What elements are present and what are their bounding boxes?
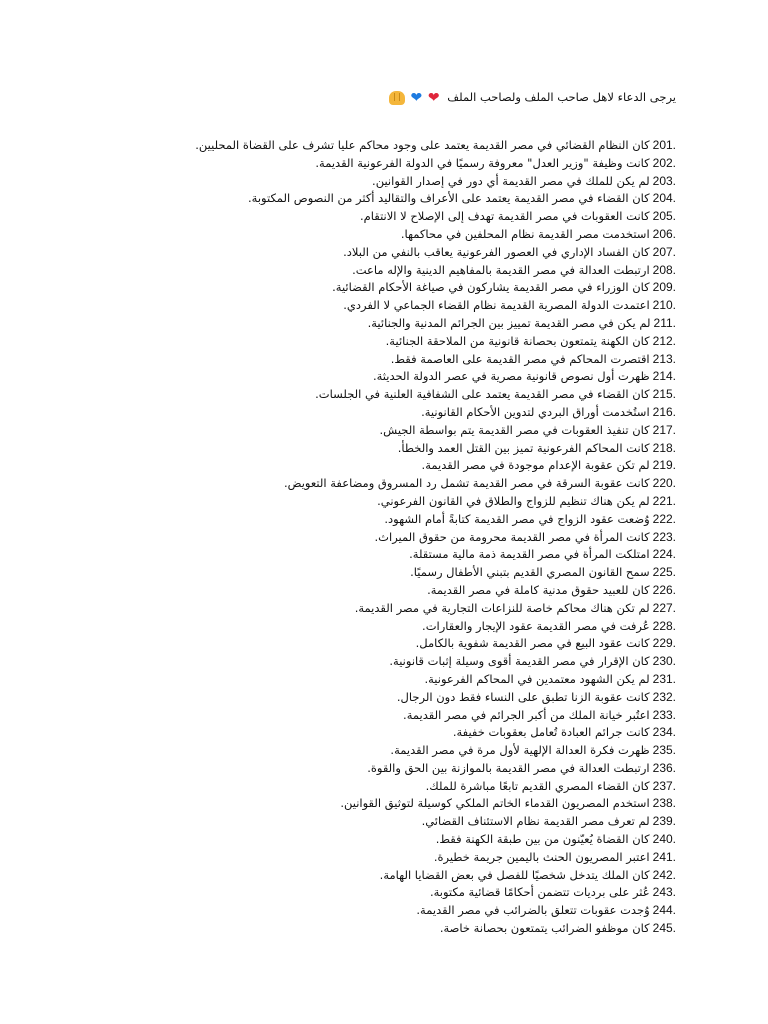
statement-item	[36, 297, 676, 315]
statement-text: كان النظام القضائي في مصر القديمة يعتمد على وجود محاكم عليا تشرف على القضاة المحليين.	[195, 138, 650, 152]
statement-number: 216.	[652, 404, 676, 419]
statement-number: 227.	[652, 600, 676, 615]
statement-text: استخدم المصريون القدماء الخاتم الملكي كوسيلة لتوثيق القوانين.	[340, 796, 650, 811]
statement-text: لم يكن هناك تنظيم للزواج والطلاق في القانون الفرعوني.	[377, 493, 650, 508]
statement-text: وُجدت عقوبات تتعلق بالضرائب في مصر القديمة.	[416, 903, 650, 918]
statement-number: 205.	[652, 209, 676, 224]
statement-number: 230.	[652, 654, 676, 669]
statement-text: كان موظفو الضرائب يتمتعون بحصانة خاصة.	[439, 921, 650, 936]
statement-number: 215.	[652, 387, 676, 402]
emoji-group	[389, 88, 440, 108]
statement-text: استخدمت مصر القديمة نظام المحلفين في محاكمها.	[400, 226, 650, 241]
statement-text: كان الكهنة يتمتعون بحصانة قانونية من الملاحقة الجنائية.	[385, 333, 650, 348]
statement-item	[36, 155, 676, 173]
statement-item	[36, 849, 676, 867]
statement-text: عُثر على برديات تتضمن أحكامًا قضائية مكتوبة.	[429, 885, 650, 900]
statement-item	[36, 351, 676, 369]
statement-text: وُضعت عقود الزواج في مصر القديمة كتابةً أمام الشهود.	[384, 511, 650, 526]
statement-number: 243.	[652, 885, 676, 900]
statement-text: كانت العقوبات في مصر القديمة تهدف إلى الإصلاح لا الانتقام.	[359, 209, 650, 224]
statement-number: 244.	[652, 903, 676, 918]
statement-item	[36, 315, 676, 333]
statement-item	[36, 635, 676, 653]
statement-number: 229.	[652, 636, 676, 651]
statement-number: 241.	[652, 849, 676, 864]
statement-item	[36, 778, 676, 796]
blue-heart-icon: ❤	[410, 90, 423, 106]
statement-list	[36, 137, 676, 938]
statement-item	[36, 137, 676, 155]
hands-icon	[389, 91, 405, 105]
statement-text: لم تكن هناك محاكم خاصة للنزاعات التجارية في مصر القديمة.	[354, 600, 650, 615]
statement-item	[36, 244, 676, 262]
statement-number: 226.	[652, 582, 676, 597]
statement-text: كانت المحاكم الفرعونية تميز بين القتل العمد والخطأ.	[397, 440, 650, 455]
statement-item	[36, 226, 676, 244]
statement-text: كان الفساد الإداري في العصور الفرعونية يعاقب بالنفي من البلاد.	[343, 244, 650, 259]
statement-number: 209.	[652, 280, 676, 295]
statement-number: 221.	[652, 493, 676, 508]
statement-item	[36, 546, 676, 564]
statement-text: سمح القانون المصري القديم بتبني الأطفال رسميًا.	[410, 565, 650, 580]
statement-item	[36, 742, 676, 760]
statement-text: كانت المرأة في مصر القديمة محرومة من حقوق الميراث.	[374, 529, 650, 544]
statement-text: اعتبر المصريون الحنث باليمين جريمة خطيرة.	[433, 849, 650, 864]
statement-number: 210.	[652, 298, 676, 313]
statement-number: 240.	[652, 832, 676, 847]
statement-item	[36, 173, 676, 191]
statement-item	[36, 867, 676, 885]
statement-number: 206.	[652, 226, 676, 241]
statement-item	[36, 457, 676, 475]
statement-item	[36, 386, 676, 404]
statement-text: لم يكن الشهود معتمدين في المحاكم الفرعونية.	[424, 671, 650, 686]
dedication-text: يرجى الدعاء لاهل صاحب الملف ولصاحب الملف	[447, 90, 676, 104]
statement-item	[36, 653, 676, 671]
statement-item	[36, 724, 676, 742]
statement-text: اعتمدت الدولة المصرية القديمة نظام القضاء الجماعي لا الفردي.	[343, 298, 650, 313]
statement-number: 237.	[652, 778, 676, 793]
statement-number: 242.	[652, 867, 676, 882]
statement-number: 222.	[652, 511, 676, 526]
statement-item	[36, 813, 676, 831]
statement-number: 239.	[652, 814, 676, 829]
statement-text: كان الإقرار في مصر القديمة أقوى وسيلة إثبات قانونية.	[389, 654, 650, 669]
statement-item	[36, 707, 676, 725]
statement-item	[36, 831, 676, 849]
statement-item	[36, 440, 676, 458]
statement-item	[36, 884, 676, 902]
statement-text: كان القضاة يُعيّنون من بين طبقة الكهنة فقط.	[435, 832, 650, 847]
statement-text: ظهرت أول نصوص قانونية مصرية في عصر الدولة الحديثة.	[372, 369, 650, 384]
statement-item	[36, 582, 676, 600]
statement-item	[36, 920, 676, 938]
statement-item	[36, 529, 676, 547]
statement-text: كان الوزراء في مصر القديمة يشاركون في صياغة الأحكام القضائية.	[332, 280, 650, 295]
statement-text: اعتُبر خيانة الملك من أكبر الجرائم في مصر القديمة.	[403, 707, 650, 722]
statement-text: كان القضاء في مصر القديمة يعتمد على الأعراف والتقاليد أكثر من النصوص المكتوبة.	[248, 191, 650, 206]
statement-item	[36, 404, 676, 422]
statement-text: كانت عقود البيع في مصر القديمة شفوية بالكامل.	[415, 636, 650, 651]
statement-item	[36, 511, 676, 529]
statement-number: 219.	[652, 458, 676, 473]
statement-number: 232.	[652, 689, 676, 704]
statement-text: ارتبطت العدالة في مصر القديمة بالمفاهيم الدينية والإله ماعت.	[352, 262, 650, 277]
statement-number: 234.	[652, 725, 676, 740]
statement-item	[36, 190, 676, 208]
statement-number: 245.	[652, 921, 676, 936]
statement-number: 217.	[652, 422, 676, 437]
statement-text: كان للعبيد حقوق مدنية كاملة في مصر القديمة.	[427, 582, 650, 597]
statement-number: 211.	[653, 315, 676, 330]
statement-text: ارتبطت العدالة في مصر القديمة بالموازنة بين الحق والقوة.	[367, 760, 650, 775]
statement-item	[36, 760, 676, 778]
statement-item	[36, 368, 676, 386]
statement-item	[36, 262, 676, 280]
statement-number: 202.	[652, 155, 676, 170]
statement-text: لم يكن في مصر القديمة تمييز بين الجرائم المدنية والجنائية.	[367, 315, 651, 330]
statement-text: كانت عقوبة الزنا تطبق على النساء فقط دون الرجال.	[396, 689, 650, 704]
statement-item	[36, 475, 676, 493]
statement-text: استُخدمت أوراق البردي لتدوين الأحكام القانونية.	[421, 404, 650, 419]
statement-text: لم تعرف مصر القديمة نظام الاستئناف القضائي.	[421, 814, 650, 829]
statement-number: 223.	[652, 529, 676, 544]
statement-number: 203.	[652, 173, 676, 188]
statement-item	[36, 671, 676, 689]
statement-text: لم تكن عقوبة الإعدام موجودة في مصر القديمة.	[421, 458, 650, 473]
statement-item	[36, 689, 676, 707]
statement-item	[36, 795, 676, 813]
statement-number: 218.	[652, 440, 676, 455]
statement-number: 228.	[652, 618, 676, 633]
statement-text: كانت وظيفة "وزير العدل" معروفة رسميًا في الدولة الفرعونية القديمة.	[315, 155, 650, 170]
statement-text: كانت عقوبة السرقة في مصر القديمة تشمل رد المسروق ومضاعفة التعويض.	[283, 476, 650, 491]
statement-text: كان القضاء المصري القديم تابعًا مباشرة للملك.	[425, 778, 650, 793]
statement-number: 236.	[652, 760, 676, 775]
statement-item	[36, 333, 676, 351]
statement-text: لم يكن للملك في مصر القديمة أي دور في إصدار القوانين.	[372, 173, 650, 188]
statement-text: ظهرت فكرة العدالة الإلهية لأول مرة في مصر القديمة.	[390, 743, 650, 758]
statement-text: كان القضاء في مصر القديمة يعتمد على الشفافية العلنية في الجلسات.	[315, 387, 650, 402]
dedication-line	[76, 87, 676, 108]
statement-number: 201.	[652, 138, 676, 152]
statement-number: 207.	[652, 244, 676, 259]
statement-text: عُرفت في مصر القديمة عقود الإيجار والعقارات.	[422, 618, 650, 633]
statement-number: 224.	[652, 547, 676, 562]
statement-item	[36, 422, 676, 440]
statement-item	[36, 279, 676, 297]
statement-number: 213.	[652, 351, 676, 366]
statement-number: 214.	[652, 369, 676, 384]
statement-item	[36, 618, 676, 636]
statement-text: كان تنفيذ العقوبات في مصر القديمة يتم بواسطة الجيش.	[379, 422, 650, 437]
statement-item	[36, 493, 676, 511]
statement-item	[36, 600, 676, 618]
statement-number: 233.	[652, 707, 676, 722]
statement-number: 220.	[652, 476, 676, 491]
statement-text: كانت جرائم العبادة تُعامل بعقوبات خفيفة.	[452, 725, 650, 740]
statement-number: 231.	[652, 671, 676, 686]
statement-text: كان الملك يتدخل شخصيًا للفصل في بعض القضايا الهامة.	[379, 867, 650, 882]
statement-item	[36, 564, 676, 582]
statement-number: 225.	[652, 565, 676, 580]
red-heart-icon: ❤	[427, 90, 440, 106]
statement-item	[36, 208, 676, 226]
statement-item	[36, 902, 676, 920]
statement-text: اقتصرت المحاكم في مصر القديمة على العاصمة فقط.	[390, 351, 650, 366]
statement-number: 238.	[652, 796, 676, 811]
statement-number: 212.	[652, 333, 676, 348]
statement-number: 235.	[652, 743, 676, 758]
statement-number: 204.	[652, 191, 676, 206]
statement-number: 208.	[652, 262, 676, 277]
statement-text: امتلكت المرأة في مصر القديمة ذمة مالية مستقلة.	[409, 547, 650, 562]
